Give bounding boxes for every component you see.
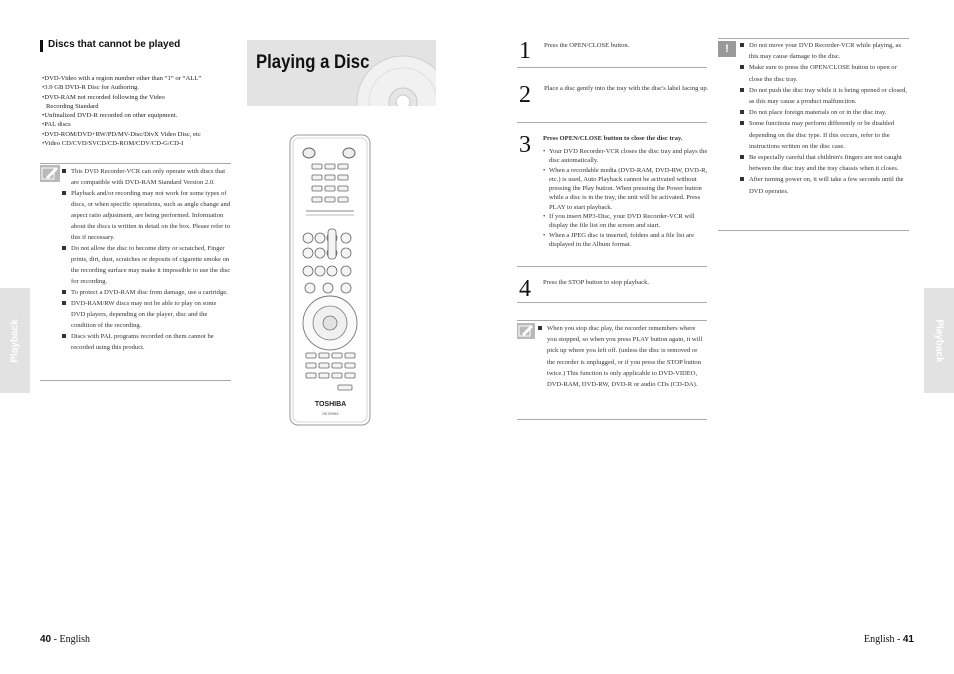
list-item: Some functions may perform differently or be disabled depending on the disc type. If this occurs, refer to the instructions written on the disc case. (740, 118, 908, 152)
list-item: •Video CD/CVD/SVCD/CD-ROM/CDV/CD-G/CD-I (42, 140, 184, 148)
step-text: Place a disc gently into the tray with the disc's label facing up. (544, 85, 709, 92)
step-text: Press OPEN/CLOSE button to close the disc tray. (543, 135, 683, 142)
note-list (62, 166, 232, 353)
stop-note-box (517, 320, 707, 420)
caution-box (718, 38, 909, 231)
note-box (40, 163, 231, 381)
list-item: Do not place foreign materials on or in the disc tray. (740, 107, 908, 118)
divider (517, 122, 707, 123)
stop-note-item (538, 323, 706, 390)
list-item: Recording Standard (46, 102, 99, 110)
list-item: Do not move your DVD Recorder-VCR while playing, as this may cause damage to the disc. (740, 40, 908, 62)
stop-note-text: When you stop disc play, the recorder remembers where you stopped, so when you press PLAY button again, it will pick up where you left off. (unless the disc is removed or the recorder is unplugged, or if you press the STOP button twice.) This function is only applicable to DVD-VIDEO, DVD-RAM, DVD-RW, DVD-R or audio CDs (CD-DA). (547, 325, 703, 389)
pencil-note-icon (517, 323, 535, 339)
step-number: 3 (519, 132, 531, 158)
list-item: • When a JPEG disc is inserted, folders and a file list are displayed in the Album format. (543, 231, 708, 250)
section-heading (40, 40, 230, 52)
list-item: Playback and/or recording may not work for some types of discs, or when specific operations, such as angle change and aspect ratio adjustment, are being performed. Information about the discs is written in detail on the box. Please refer to this if necessary. (62, 188, 232, 243)
side-tab-label: Playback (9, 318, 21, 363)
list-item: After turning power on, it will take a few seconds until the DVD operates. (740, 174, 908, 196)
step-number: 1 (519, 38, 531, 64)
page-number-value: 40 (40, 634, 52, 645)
page-number-suffix: - English (51, 634, 91, 645)
list-item: • If you insert MP3-Disc, your DVD Recorder-VCR will display the file list on the screen and start. (543, 212, 708, 231)
left-page-number (40, 634, 90, 645)
page-title: Playing a Disc (256, 52, 370, 73)
list-item: Do not push the disc tray while it is being opened or closed, as this may cause a product malfunction. (740, 85, 908, 107)
divider (517, 302, 707, 303)
step-number: 2 (519, 82, 531, 108)
heading-bar-mark (40, 40, 43, 52)
divider (517, 266, 707, 267)
step-number: 4 (519, 276, 531, 302)
step-text: Press the STOP button to stop playback. (543, 279, 650, 286)
right-page-number (864, 634, 914, 645)
list-item: • When a recordable media (DVD-RAM, DVD-RW, DVD-R, etc.) is used, Auto Playback cannot be activated without pressing the Play button. When pressing the Power button while a disc is in the tray, the unit will be activated. Press PLAY to start playback. (543, 166, 708, 212)
bullet-square (538, 326, 542, 330)
list-item: Do not allow the disc to become dirty or scratched, Finger prints, dirt, dust, scratches or deposits of cigarette smoke on the recording surface may make it impossible to use the disc for recording. (62, 243, 232, 287)
page-number-value: 41 (902, 634, 914, 645)
remote-control (288, 133, 373, 428)
list-item: •3.9 GB DVD-R Disc for Authoring. (42, 84, 139, 92)
step-text: Press the OPEN/CLOSE button. (544, 42, 630, 49)
list-item: This DVD Recorder-VCR can only operate with discs that are compatible with DVD-RAM Standard Version 2.0. (62, 166, 232, 188)
page-number-prefix: English - (863, 634, 903, 645)
list-item: Make sure to press the OPEN/CLOSE button to open or close the disc tray. (740, 62, 908, 84)
list-item: •DVD-ROM/DVD+RW/PD/MV-Disc/DivX Video Disc, etc (42, 130, 201, 138)
caution-list (740, 40, 908, 197)
list-item: DVD-RAM/RW discs may not be able to play on some DVD players, depending on the player, disc and the condition of the recording. (62, 298, 232, 331)
list-item: •Unfinalized DVD-R recorded on other equipment. (42, 112, 178, 120)
remote-model-label: SE-R0052 (322, 412, 339, 416)
section-heading-text: Discs that cannot be played (48, 39, 181, 50)
pencil-note-icon (40, 165, 60, 182)
list-item: To protect a DVD-RAM disc from damage, use a cartridge. (62, 287, 232, 298)
title-banner (247, 40, 436, 106)
step-1 (517, 38, 707, 68)
side-tab-right (924, 288, 954, 393)
list-item: • Your DVD Recorder-VCR closes the disc tray and plays the disc automatically. (543, 147, 708, 166)
list-item: •PAL discs (42, 121, 71, 129)
divider (517, 67, 707, 68)
side-tab-left (0, 288, 30, 393)
remote-brand-logo: TOSHIBA (314, 401, 347, 408)
list-item: •DVD-RAM not recorded following the Video (42, 93, 165, 101)
warning-icon: ! (718, 41, 736, 57)
side-tab-label: Playback (933, 318, 945, 363)
step-3-details (543, 147, 708, 249)
list-item: •DVD-Video with a region number other than “1” or “ALL” (42, 75, 202, 82)
list-item: Be especially careful that children's fingers are not caught between the disc tray and the tray chassis when it closes. (740, 152, 908, 174)
disc-graphic-icon (353, 40, 436, 106)
list-item: Discs with PAL programs recorded on them cannot be recorded using this product. (62, 331, 232, 353)
unplayable-disc-list (42, 74, 242, 148)
